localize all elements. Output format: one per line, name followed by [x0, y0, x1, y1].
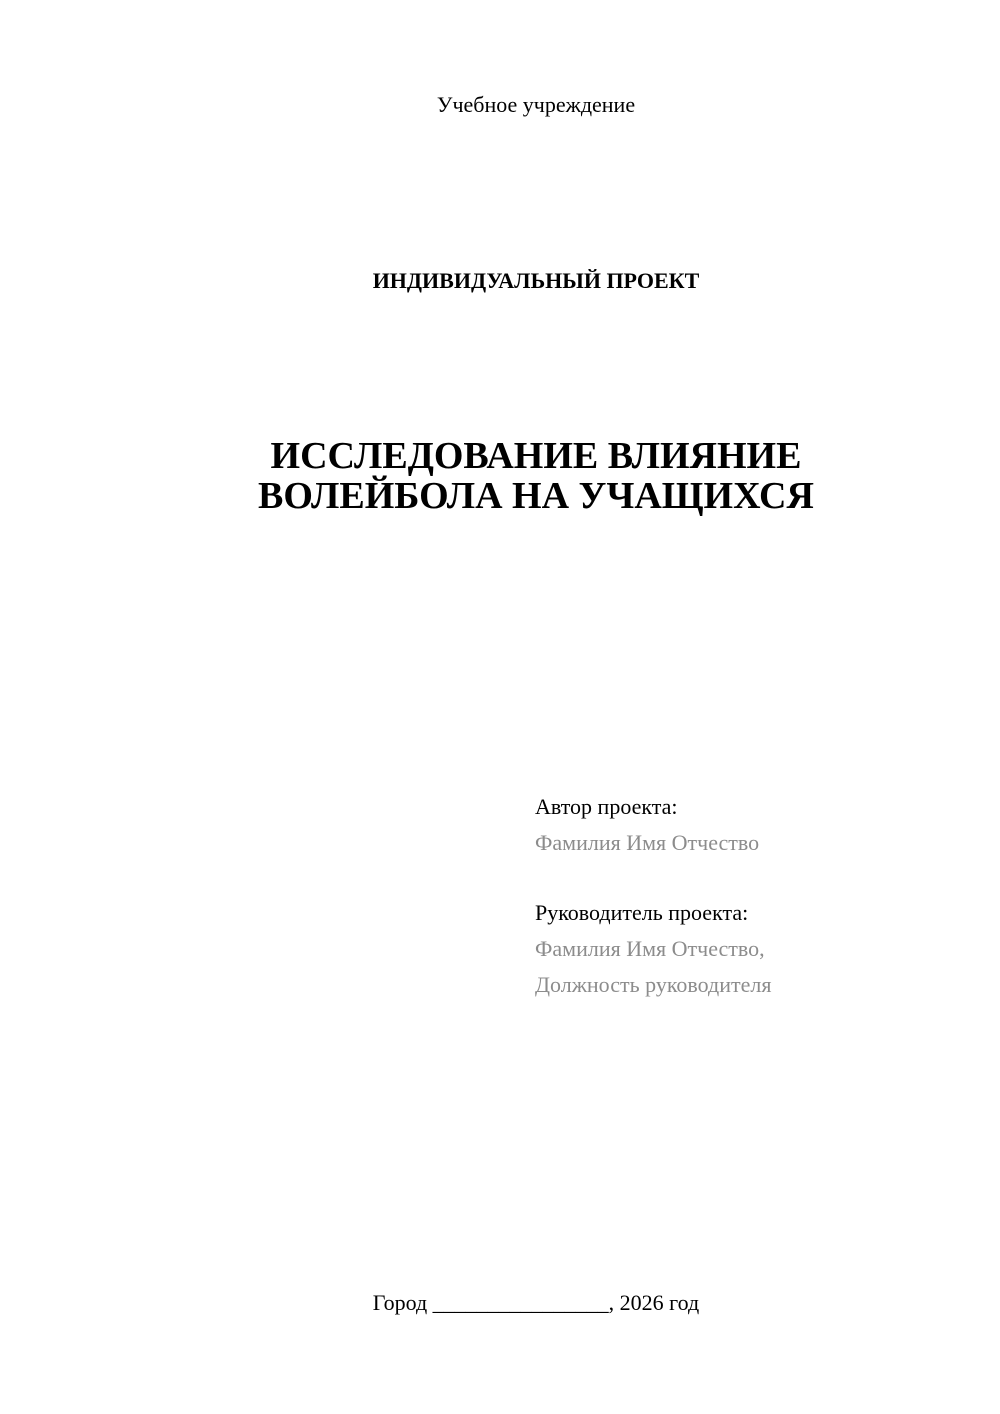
- supervisor-name-placeholder: Фамилия Имя Отчество,: [535, 936, 765, 961]
- project-title-line-2: ВОЛЕЙБОЛА НА УЧАЩИХСЯ: [258, 475, 814, 517]
- info-spacer: [535, 861, 975, 895]
- project-title-line-1: ИССЛЕДОВАНИЕ ВЛИЯНИЕ: [270, 435, 802, 477]
- institution-name: Учебное учреждение: [436, 92, 636, 117]
- supervisor-label: Руководитель проекта:: [535, 900, 749, 925]
- document-type: ИНДИВИДУАЛЬНЫЙ ПРОЕКТ: [372, 268, 700, 293]
- author-label: Автор проекта:: [535, 794, 678, 819]
- supervisor-position-placeholder: Должность руководителя: [535, 972, 772, 997]
- author-name-placeholder: Фамилия Имя Отчество: [535, 830, 760, 855]
- city-year-line: Город ________________, 2026 год: [372, 1290, 700, 1315]
- project-title: [0, 436, 1000, 516]
- project-info-block: [535, 789, 975, 1003]
